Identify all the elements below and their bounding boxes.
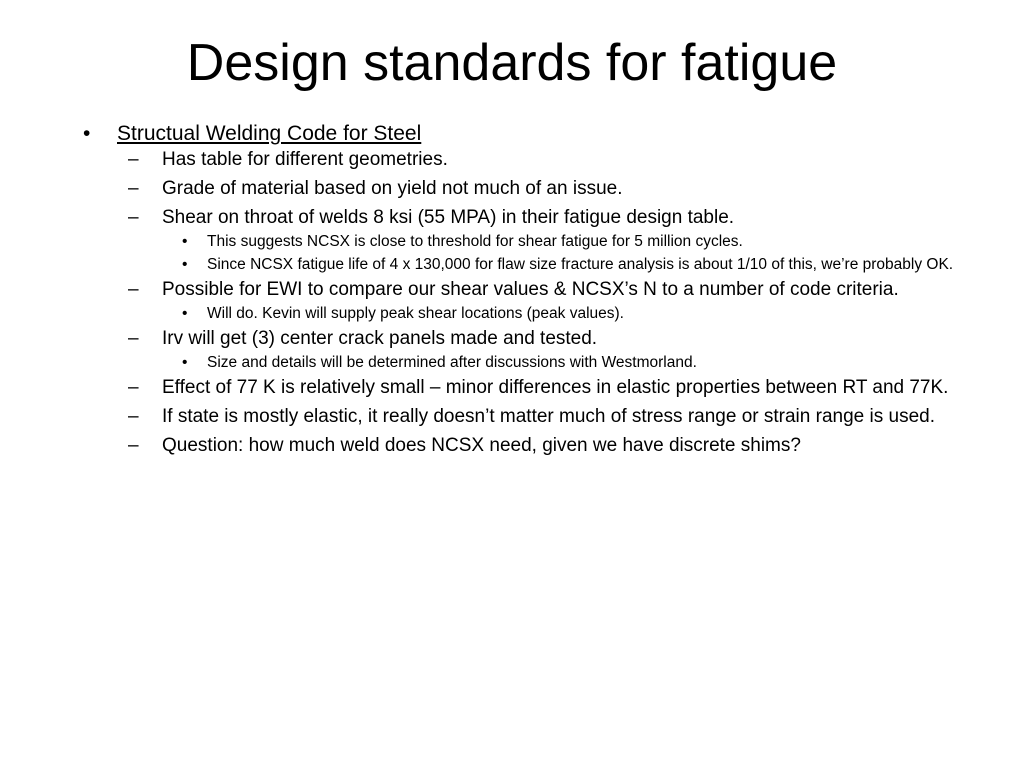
bullet-text: Question: how much weld does NCSX need, given we have discrete shims? xyxy=(162,435,801,456)
bullet-text: If state is mostly elastic, it really doesn’t matter much of stress range or strain range is used. xyxy=(162,406,935,427)
bullet-level2 xyxy=(0,279,1024,301)
sub-bullet-group xyxy=(0,233,1024,273)
dash-marker: – xyxy=(128,328,139,349)
dash-marker: – xyxy=(128,435,139,456)
bullet-text: Will do. Kevin will supply peak shear locations (peak values). xyxy=(207,305,624,322)
dash-marker: – xyxy=(128,279,139,300)
bullet-level2 xyxy=(0,435,1024,457)
bullet-level3 xyxy=(0,256,1024,273)
bullet-level3 xyxy=(0,305,1024,322)
dash-marker: – xyxy=(128,406,139,427)
bullet-level2 xyxy=(0,406,1024,428)
bullet-text: This suggests NCSX is close to threshold for shear fatigue for 5 million cycles. xyxy=(207,233,743,250)
bullet-text: Possible for EWI to compare our shear values & NCSX’s N to a number of code criteria. xyxy=(162,279,899,300)
bullet-level2 xyxy=(0,178,1024,200)
bullet-level3 xyxy=(0,354,1024,371)
bullet-marker: • xyxy=(182,305,188,322)
bullet-text: Since NCSX fatigue life of 4 x 130,000 for flaw size fracture analysis is about 1/10 of this, we’re probably OK. xyxy=(207,256,954,273)
slide-body xyxy=(0,121,1024,464)
bullet-text: Structual Welding Code for Steel xyxy=(117,122,422,145)
bullet-marker: • xyxy=(83,122,91,145)
dash-marker: – xyxy=(128,207,139,228)
dash-marker: – xyxy=(128,377,139,398)
bullet-marker: • xyxy=(182,256,188,273)
bullet-text: Grade of material based on yield not much of an issue. xyxy=(162,178,623,199)
dash-marker: – xyxy=(128,149,139,170)
bullet-text: Has table for different geometries. xyxy=(162,149,448,170)
bullet-marker: • xyxy=(182,354,188,371)
bullet-text: Irv will get (3) center crack panels made and tested. xyxy=(162,328,598,349)
bullet-text: Effect of 77 K is relatively small – minor differences in elastic properties between RT and 77K. xyxy=(162,377,949,398)
bullet-level3 xyxy=(0,233,1024,250)
bullet-level2 xyxy=(0,207,1024,229)
bullet-level2 xyxy=(0,328,1024,350)
bullet-level1 xyxy=(0,121,1024,146)
bullet-text: Shear on throat of welds 8 ksi (55 MPA) in their fatigue design table. xyxy=(162,207,735,228)
bullet-level2 xyxy=(0,149,1024,171)
bullet-marker: • xyxy=(182,233,188,250)
sub-bullet-group xyxy=(0,354,1024,371)
dash-marker: – xyxy=(128,178,139,199)
bullet-level2 xyxy=(0,377,1024,399)
sub-bullet-group xyxy=(0,305,1024,322)
slide-title: Design standards for fatigue xyxy=(186,34,838,92)
bullet-text: Size and details will be determined after discussions with Westmorland. xyxy=(207,354,697,371)
